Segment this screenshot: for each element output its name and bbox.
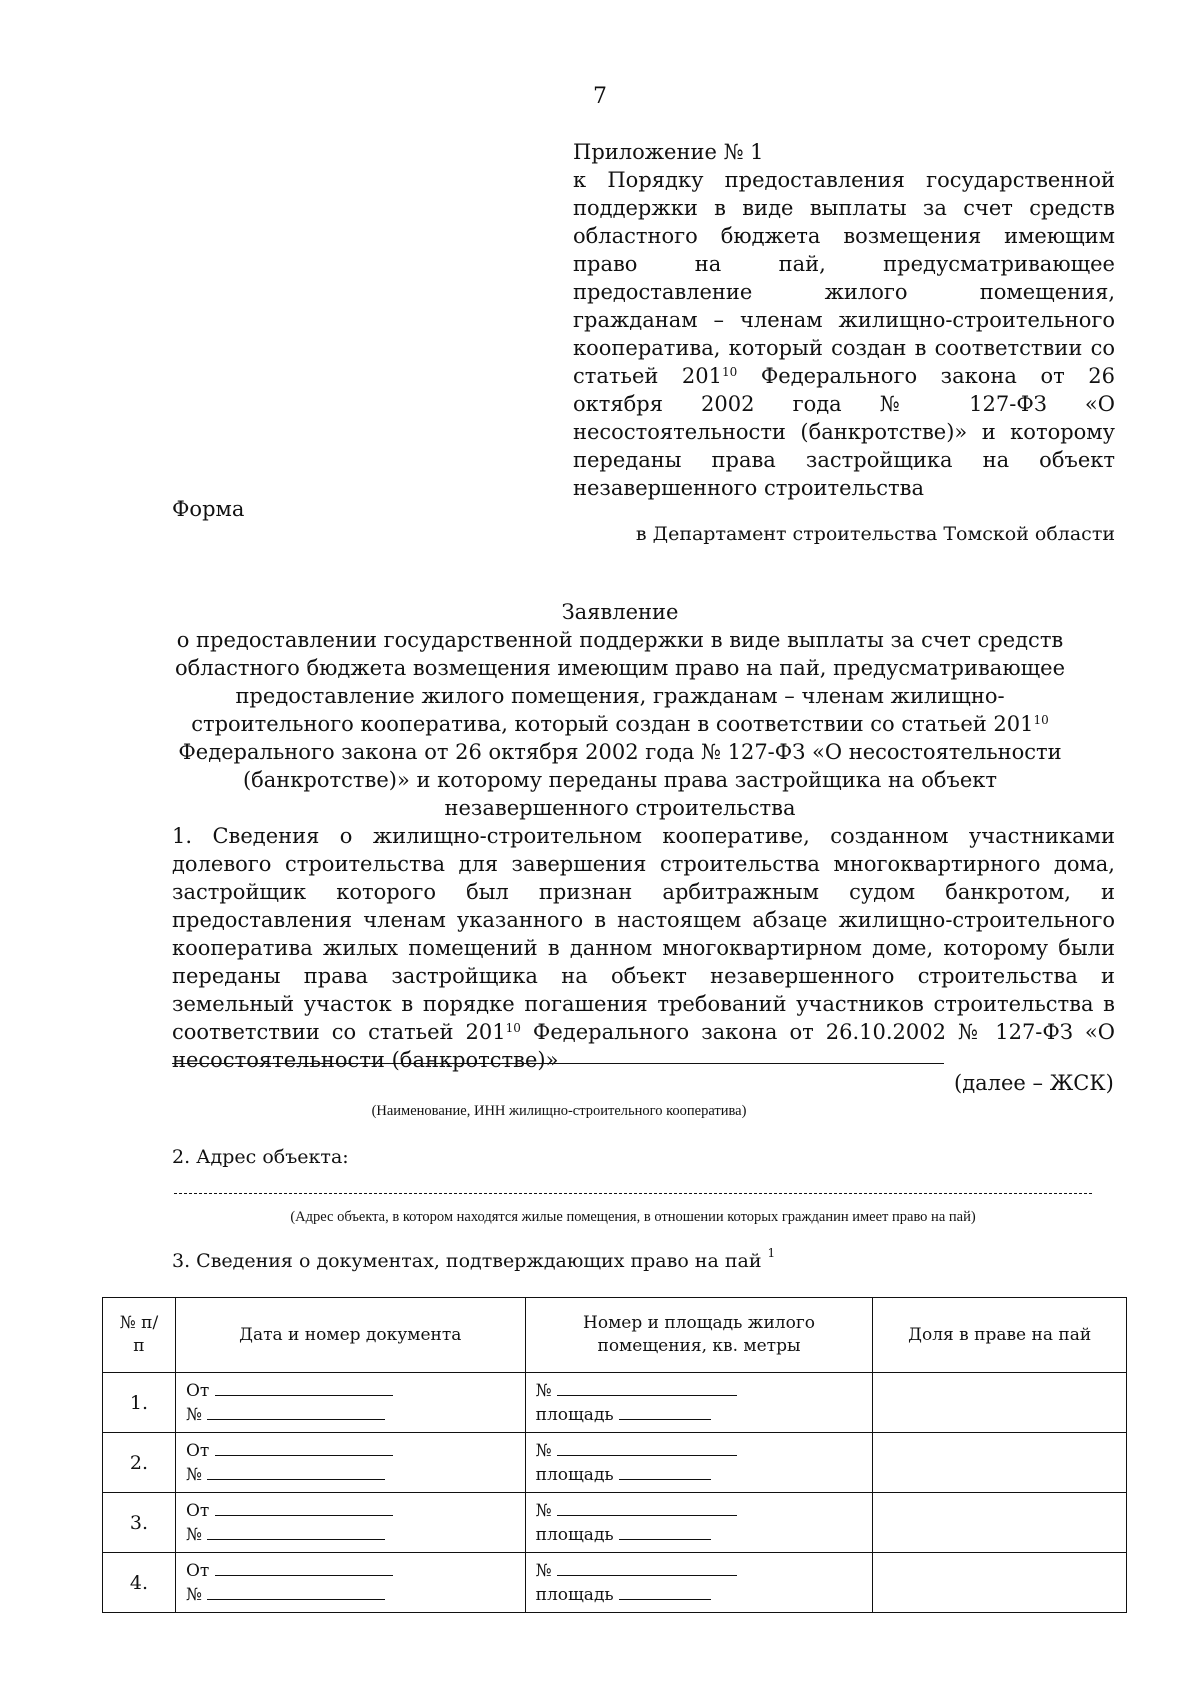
doc-date-field[interactable] — [215, 1441, 393, 1456]
doc-date-field[interactable] — [215, 1501, 393, 1516]
object-address-caption: (Адрес объекта, в котором находятся жилые помещения, в отношении которых гражданин имеет право на пай) — [290, 1209, 976, 1225]
room-number-field[interactable] — [557, 1501, 737, 1516]
row-number: 1. — [103, 1373, 176, 1433]
share-cell[interactable] — [873, 1493, 1127, 1553]
header-share: Доля в праве на пай — [873, 1298, 1127, 1373]
appendix-text: к Порядку предоставления государственной поддержки в виде выплаты за счет средств областного бюджета возмещения имеющим право на пай, предусматривающее предоставление жилого помещения, гражданам – членам жилищно-строительного кооператива, который создан в соответствии со статьей $201^{10}$ Федерального закона от 26 октября 2002 года № 127-ФЗ «О несостоятельности (банкротстве)» и которому переданы права застройщика на объект незавершенного строительства — [573, 168, 1115, 500]
form-label: Форма — [172, 497, 245, 521]
room-cell: № площадь — [525, 1493, 873, 1553]
jsk-suffix: (далее – ЖСК) — [954, 1071, 1114, 1095]
table-row — [103, 1493, 1127, 1553]
table-header-row — [103, 1298, 1127, 1373]
appendix-block — [573, 138, 1115, 502]
room-cell: № площадь — [525, 1373, 873, 1433]
doc-number-field[interactable] — [207, 1585, 385, 1600]
doc-number-field[interactable] — [207, 1465, 385, 1480]
section-2-label: 2. Адрес объекта: — [172, 1146, 349, 1168]
header-num: № п/п — [103, 1298, 176, 1373]
section-1-text: 1. Сведения о жилищно-строительном кооперативе, созданном участниками долевого строительства для завершения строительства многоквартирного дома, застройщик которого был признан арбитражным судом банкротом, и предоставления членам указанного в настоящем абзаце жилищно-строительного кооператива жилых помещений в данном многоквартирном доме, которому были переданы права застройщика на объект незавершенного строительства и земельный участок в порядке погашения требований участников строительства в соответствии со статьей $201^{10}$ Федерального закона от 26.10.2002 № 127-ФЗ «О несостоятельности (банкротстве)» — [172, 824, 1115, 1072]
doc-cell: От № — [175, 1373, 525, 1433]
row-number: 4. — [103, 1553, 176, 1613]
room-cell: № площадь — [525, 1553, 873, 1613]
header-room: Номер и площадь жилого помещения, кв. метры — [525, 1298, 873, 1373]
doc-date-field[interactable] — [215, 1381, 393, 1396]
share-cell[interactable] — [873, 1373, 1127, 1433]
object-address-field[interactable] — [174, 1193, 1092, 1194]
application-title: Заявление — [561, 600, 679, 624]
share-cell[interactable] — [873, 1553, 1127, 1613]
doc-number-field[interactable] — [207, 1405, 385, 1420]
documents-table — [102, 1297, 1127, 1613]
cooperative-name-caption: (Наименование, ИНН жилищно-строительного кооператива) — [371, 1103, 747, 1119]
application-heading — [150, 598, 1090, 822]
room-area-field[interactable] — [619, 1405, 711, 1420]
doc-date-field[interactable] — [215, 1561, 393, 1576]
share-cell[interactable] — [873, 1433, 1127, 1493]
room-number-field[interactable] — [557, 1561, 737, 1576]
table-row — [103, 1553, 1127, 1613]
table-row — [103, 1433, 1127, 1493]
application-subtitle: о предоставлении государственной поддержки в виде выплаты за счет средств областного бюджета возмещения имеющим право на пай, предусматривающее предоставление жилого помещения, гражданам – членам жилищно-строительного кооператива, который создан в соответствии со статьей $201^{10}$ Федерального закона от 26 октября 2002 года № 127-ФЗ «О несостоятельности (банкротстве)» и которому переданы права застройщика на объект незавершенного строительства — [174, 628, 1065, 820]
table-row — [103, 1373, 1127, 1433]
appendix-title: Приложение № 1 — [573, 140, 764, 164]
section-3-label: 3. Сведения о документах, подтверждающих право на пай $^1$ — [172, 1246, 776, 1272]
doc-cell: От № — [175, 1493, 525, 1553]
addressee: в Департамент строительства Томской области — [635, 523, 1115, 545]
row-number: 3. — [103, 1493, 176, 1553]
room-cell: № площадь — [525, 1433, 873, 1493]
room-area-field[interactable] — [619, 1585, 711, 1600]
row-number: 2. — [103, 1433, 176, 1493]
room-area-field[interactable] — [619, 1465, 711, 1480]
room-number-field[interactable] — [557, 1381, 737, 1396]
doc-number-field[interactable] — [207, 1525, 385, 1540]
doc-cell: От № — [175, 1553, 525, 1613]
header-doc: Дата и номер документа — [175, 1298, 525, 1373]
room-area-field[interactable] — [619, 1525, 711, 1540]
doc-cell: От № — [175, 1433, 525, 1493]
page-number: 7 — [593, 84, 607, 109]
cooperative-name-field[interactable] — [172, 1063, 944, 1064]
room-number-field[interactable] — [557, 1441, 737, 1456]
